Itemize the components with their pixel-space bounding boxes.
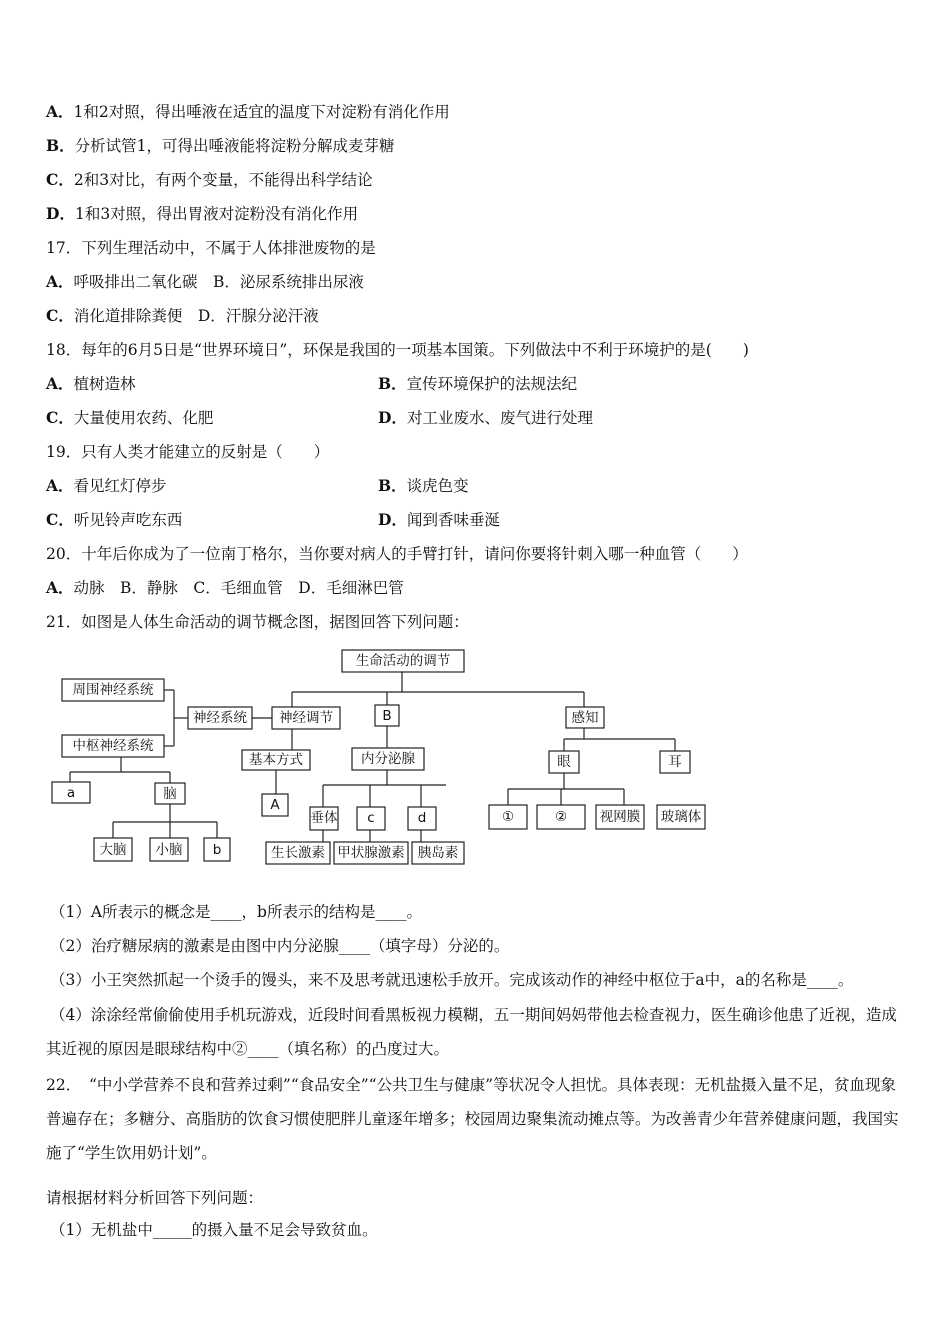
node-vitreous <box>657 805 705 829</box>
svg-text:视网膜: 视网膜 <box>599 809 641 825</box>
q17-stem: 17．下列生理活动中，不属于人体排泄废物的是 <box>46 239 376 257</box>
node-nervous-regulation <box>272 707 340 729</box>
svg-text:大脑: 大脑 <box>99 842 127 858</box>
node-cerebellum <box>150 838 188 861</box>
svg-text:感知: 感知 <box>571 710 599 726</box>
q21-sub4: （4）涂涂经常偷偷使用手机玩游戏，近段时间看黑板视力模糊，五一期间妈妈带他去检查视力，医生确诊他患了近视，造成其近视的原因是眼球结构中②____（填名称）的凸度过大。 <box>46 1006 897 1058</box>
q18-option-d: D．对工业废水、废气进行处理 <box>378 408 593 427</box>
q21-stem: 21．如图是人体生命活动的调节概念图，据图回答下列问题： <box>46 613 469 631</box>
node-ear <box>660 751 690 773</box>
svg-text:神经系统: 神经系统 <box>193 710 247 726</box>
q19-option-c: C．听见铃声吃东西 <box>46 510 183 529</box>
svg-text:c: c <box>367 810 375 826</box>
q19-option-d: D．闻到香味垂涎 <box>378 510 500 529</box>
svg-text:a: a <box>66 785 76 801</box>
node-central <box>62 735 164 757</box>
q17-options-row2: C．消化道排除粪便 D．汗腺分泌汗液 <box>46 306 319 325</box>
svg-text:A: A <box>270 797 280 813</box>
q16-option-a: A．1和2对照，得出唾液在适宜的温度下对淀粉有消化作用 <box>46 102 450 121</box>
node-thyroxine <box>334 842 408 864</box>
svg-text:基本方式: 基本方式 <box>249 752 303 768</box>
node-circle2 <box>537 805 585 829</box>
node-growth-hormone <box>266 842 330 864</box>
q19-option-a: A．看见红灯停步 <box>46 476 167 495</box>
node-eye <box>549 751 579 773</box>
svg-text:脑: 脑 <box>163 786 177 802</box>
q18-stem: 18．每年的6月5日是“世界环境日”，环保是我国的一项基本国策。下列做法中不利于环境护的是( ) <box>46 341 749 359</box>
q21-sub3: （3）小王突然抓起一个烫手的馒头，来不及思考就迅速松手放开。完成该动作的神经中枢位于a中，a的名称是____。 <box>50 971 854 989</box>
svg-text:d: d <box>417 810 427 826</box>
svg-text:生长激素: 生长激素 <box>271 845 325 861</box>
node-retina <box>596 805 644 829</box>
q16-option-d: D．1和3对照，得出胃液对淀粉没有消化作用 <box>46 204 359 223</box>
q20-stem: 20．十年后你成为了一位南丁格尔，当你要对病人的手臂打针，请问你要将针刺入哪一种血管（ ） <box>46 545 748 563</box>
node-circle1 <box>489 805 527 829</box>
node-A <box>262 794 288 816</box>
svg-text:小脑: 小脑 <box>155 842 183 858</box>
q21-sub1: （1）A所表示的概念是____，b所表示的结构是____。 <box>50 903 422 921</box>
node-endocrine <box>352 748 424 770</box>
node-a <box>52 782 90 803</box>
svg-text:②: ② <box>554 809 568 825</box>
node-brain <box>155 783 185 804</box>
node-insulin <box>412 842 464 864</box>
node-c <box>357 807 385 830</box>
node-pituitary <box>310 807 338 830</box>
q18-option-a: A．植树造林 <box>46 374 136 393</box>
q16-option-c: C．2和3对比，有两个变量，不能得出科学结论 <box>46 170 373 189</box>
node-nervous-system <box>188 707 252 729</box>
svg-text:周围神经系统: 周围神经系统 <box>72 682 154 698</box>
svg-text:甲状腺激素: 甲状腺激素 <box>337 845 405 861</box>
svg-text:生命活动的调节: 生命活动的调节 <box>355 653 451 669</box>
svg-text:内分泌腺: 内分泌腺 <box>361 751 415 767</box>
node-perception <box>566 707 604 728</box>
q18-option-c: C．大量使用农药、化肥 <box>46 408 214 427</box>
node-basic-mode <box>242 750 310 770</box>
node-cerebrum <box>94 838 132 861</box>
node-peripheral <box>62 679 164 701</box>
q19-stem: 19．只有人类才能建立的反射是（ ） <box>46 443 330 461</box>
node-b <box>375 705 399 726</box>
node-b-small <box>204 838 230 861</box>
svg-text:耳: 耳 <box>668 754 682 770</box>
q22-stem: 22． “中小学营养不良和营养过剩”“食品安全”“公共卫生与健康”等状况令人担忧。具体表现：无机盐摄入量不足，贫血现象普遍存在；多糖分、高脂肪的饮食习惯使肥胖儿童逐年增多；校园周边聚集流动摊点等。为改善青少年营养健康问题，我国实施了“学生饮用奶计划”。 <box>46 1076 899 1162</box>
q22-sub1: （1）无机盐中_____的摄入量不足会导致贫血。 <box>50 1221 378 1239</box>
node-d <box>408 807 436 830</box>
q17-options-row1: A．呼吸排出二氧化碳 B．泌尿系统排出尿液 <box>46 272 364 291</box>
q22-prompt: 请根据材料分析回答下列问题： <box>46 1189 264 1207</box>
svg-text:中枢神经系统: 中枢神经系统 <box>72 738 154 754</box>
q21-sub2: （2）治疗糖尿病的激素是由图中内分泌腺____（填字母）分泌的。 <box>50 937 510 955</box>
svg-text:眼: 眼 <box>557 754 571 770</box>
svg-text:垂体: 垂体 <box>310 810 338 826</box>
q16-option-b: B．分析试管1，可得出唾液能将淀粉分解成麦芽糖 <box>46 136 395 155</box>
svg-text:B: B <box>382 708 392 724</box>
svg-text:胰岛素: 胰岛素 <box>417 845 459 861</box>
regulation-concept-diagram <box>46 642 726 870</box>
svg-text:玻璃体: 玻璃体 <box>660 809 702 825</box>
q19-option-b: B．谈虎色变 <box>378 476 469 495</box>
q18-option-b: B．宣传环境保护的法规法纪 <box>378 374 578 393</box>
q20-options: A．动脉 B．静脉 C．毛细血管 D．毛细淋巴管 <box>46 578 404 597</box>
svg-text:①: ① <box>501 809 515 825</box>
svg-text:神经调节: 神经调节 <box>279 710 333 726</box>
svg-text:b: b <box>212 842 222 858</box>
node-root <box>342 650 464 672</box>
